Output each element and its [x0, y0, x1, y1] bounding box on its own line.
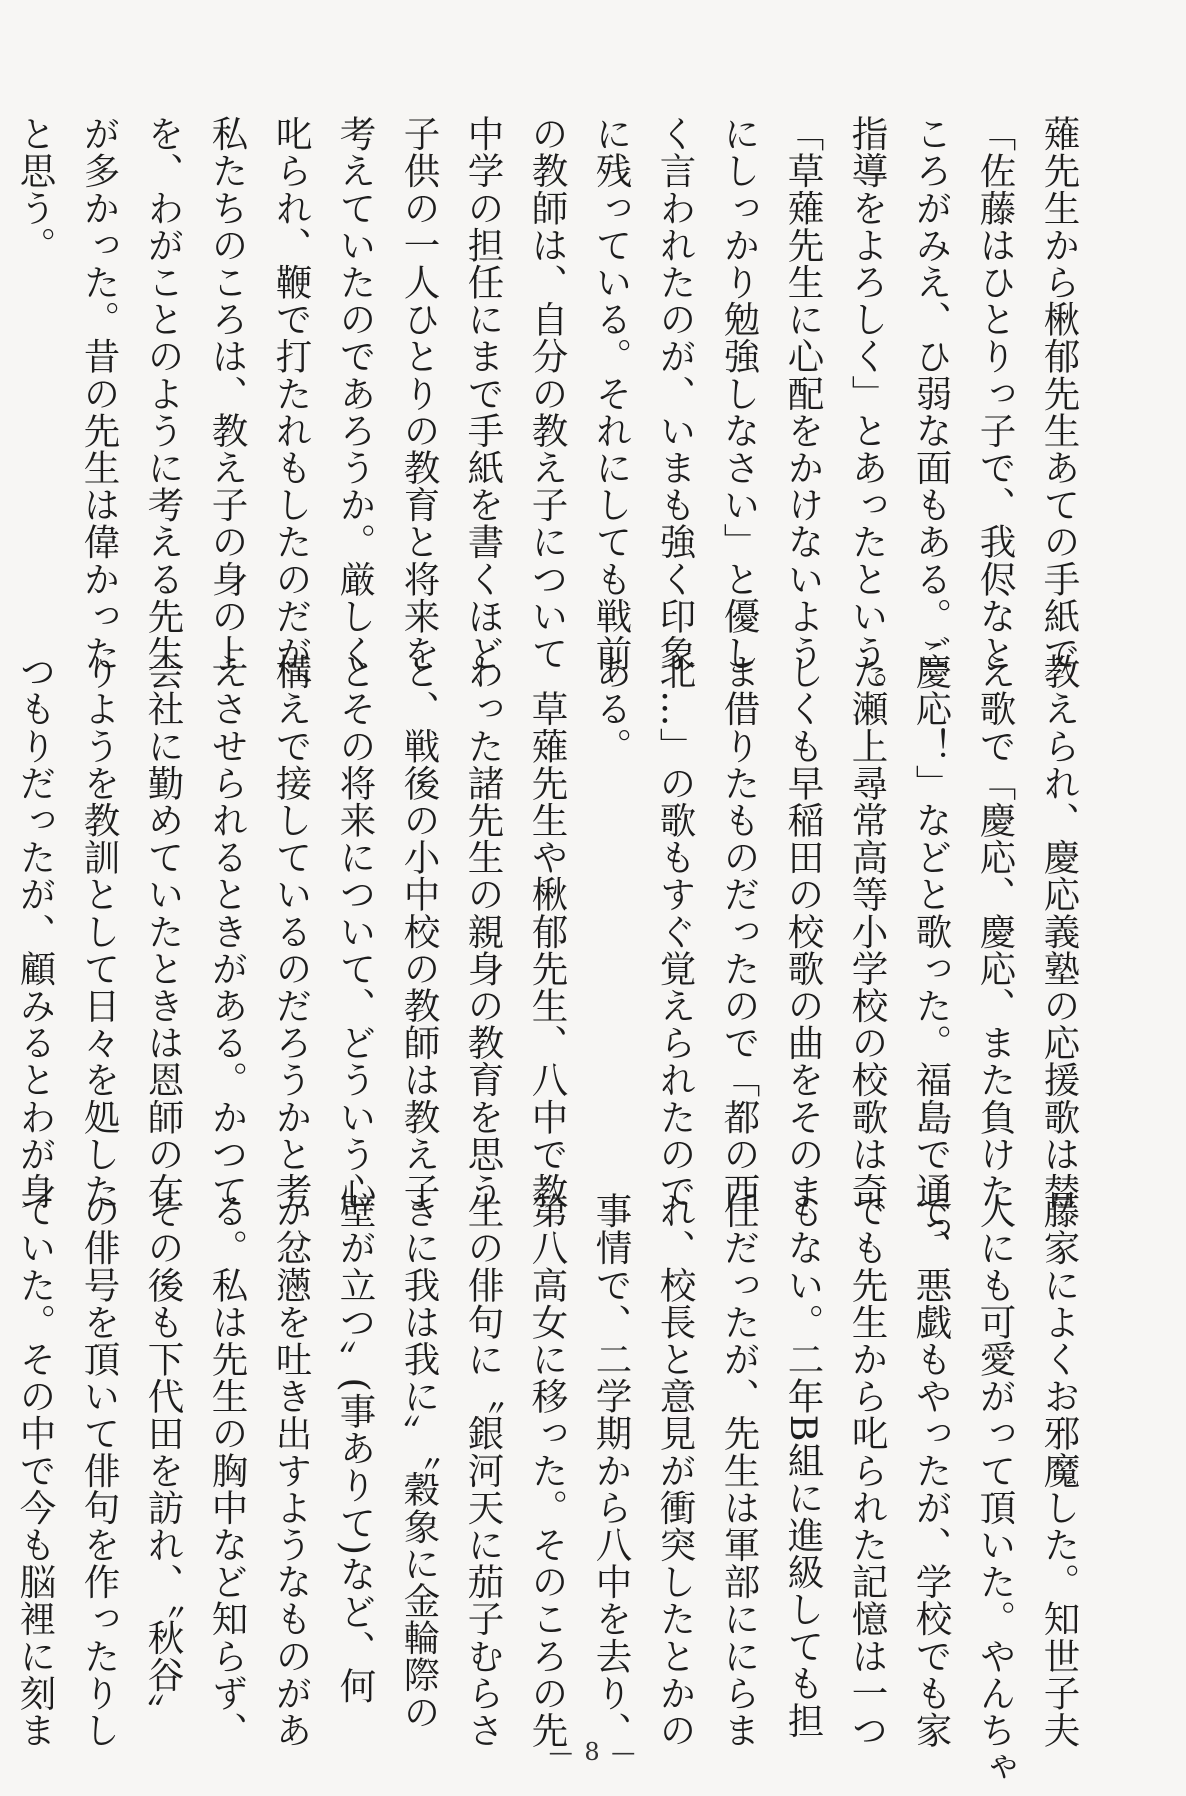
text-column: 叱られ、鞭で打たれもしたのだが、 [270, 115, 313, 709]
text-column: 壁が立つ〟(事ありて)など、何 [334, 1192, 377, 1704]
text-column: が多かった。昔の先生は偉かった [78, 115, 121, 672]
text-column: つもりだったが、顧みるとわが身 [14, 653, 57, 1210]
text-column: を、わがことのように考える先生 [142, 115, 185, 672]
text-column: 人にも可愛がって頂いた。やんちゃ [974, 1192, 1017, 1786]
text-column: 指導をよろしく」とあったという。 [846, 115, 889, 709]
page-number: — 8 — [548, 1738, 638, 1766]
text-column: 考えていたのであろうか。厳しく [334, 115, 377, 672]
text-block-lower [14, 1192, 1091, 1786]
text-column: く言われたのが、いまも強く印象 [654, 115, 697, 672]
text-column: 子供の一人ひとりの教育と将来を [398, 115, 441, 672]
text-column: にしっかり勉強しなさい」と優し [718, 115, 761, 672]
text-column: 任だったが、先生は軍部ににらま [718, 1192, 761, 1749]
text-column: えさせられるときがある。かつて [206, 653, 249, 1210]
text-column: と思う。 [14, 115, 57, 264]
text-column: 教えられ、慶応義塾の応援歌は替 [1038, 653, 1081, 1210]
text-column: わった諸先生の親身の教育を思う [462, 653, 505, 1210]
text-column: と、戦後の小中校の教師は教え子 [398, 653, 441, 1210]
text-column: その後も下代田を訪れ、〝秋谷〟 [142, 1192, 185, 1731]
text-column: の教師は、自分の教え子について [526, 115, 569, 672]
text-column: た瀬上尋常高等小学校の校歌は奇 [846, 653, 889, 1210]
text-column: ある。 [590, 653, 633, 765]
text-column: でも先生から叱られた記憶は一つ [846, 1192, 889, 1749]
text-column: 第八高女に移った。そのころの先 [526, 1192, 569, 1749]
text-column: 慶応！」などと歌った。福島で通っ [910, 653, 953, 1247]
text-column: もない。二年B組に進級しても担 [782, 1192, 825, 1739]
text-column: 生の俳句に〝銀河天に茄子むらさ [462, 1192, 505, 1749]
text-column: の俳号を頂いて俳句を作ったりし [78, 1192, 121, 1749]
text-column: 北…」の歌もすぐ覚えられたので [654, 653, 697, 1210]
text-column: 草薙先生や楸郁先生、八中で教 [526, 653, 569, 1210]
text-column: れ、校長と意見が衝突したとかの [654, 1192, 697, 1749]
text-block-upper [14, 115, 1091, 709]
text-column: 事情で、二学期から八中を去り、 [590, 1192, 633, 1749]
text-column: とその将来について、どういう心 [334, 653, 377, 1210]
text-column: 薙先生から楸郁先生あての手紙で [1038, 115, 1081, 672]
text-column: しくも早稲田の校歌の曲をそのま [782, 653, 825, 1210]
text-column: ていた。その中で今も脳裡に刻ま [14, 1192, 57, 1749]
text-column: ころがみえ、ひ弱な面もある。ご [910, 115, 953, 672]
text-column: え歌で「慶応、慶応、また負けた [974, 653, 1017, 1210]
text-column: 会社に勤めていたときは恩師の在 [142, 653, 185, 1210]
text-column: で、悪戯もやったが、学校でも家 [910, 1192, 953, 1749]
text-block-middle [14, 653, 1091, 1247]
text-column: きに我は我に〟〝穀象に金輪際の [398, 1192, 441, 1731]
text-column: 構えで接しているのだろうかと考 [270, 653, 313, 1210]
text-column: に残っている。それにしても戦前 [590, 115, 633, 672]
text-column: ま借りたものだったので「都の西 [718, 653, 761, 1210]
text-column: 「草薙先生に心配をかけないよう [782, 115, 825, 672]
text-column: る。私は先生の胸中など知らず、 [206, 1192, 249, 1749]
text-column: 私たちのころは、教え子の身の上 [206, 115, 249, 672]
text-column: 藤家によくお邪魔した。知世子夫 [1038, 1192, 1081, 1749]
text-column: 「佐藤はひとりっ子で、我侭なと [974, 115, 1017, 672]
text-column: か忿懣を吐き出すようなものがあ [270, 1192, 313, 1749]
text-column: 中学の担任にまで手紙を書くほど [462, 115, 505, 672]
text-column: りようを教訓として日々を処した [78, 653, 121, 1210]
